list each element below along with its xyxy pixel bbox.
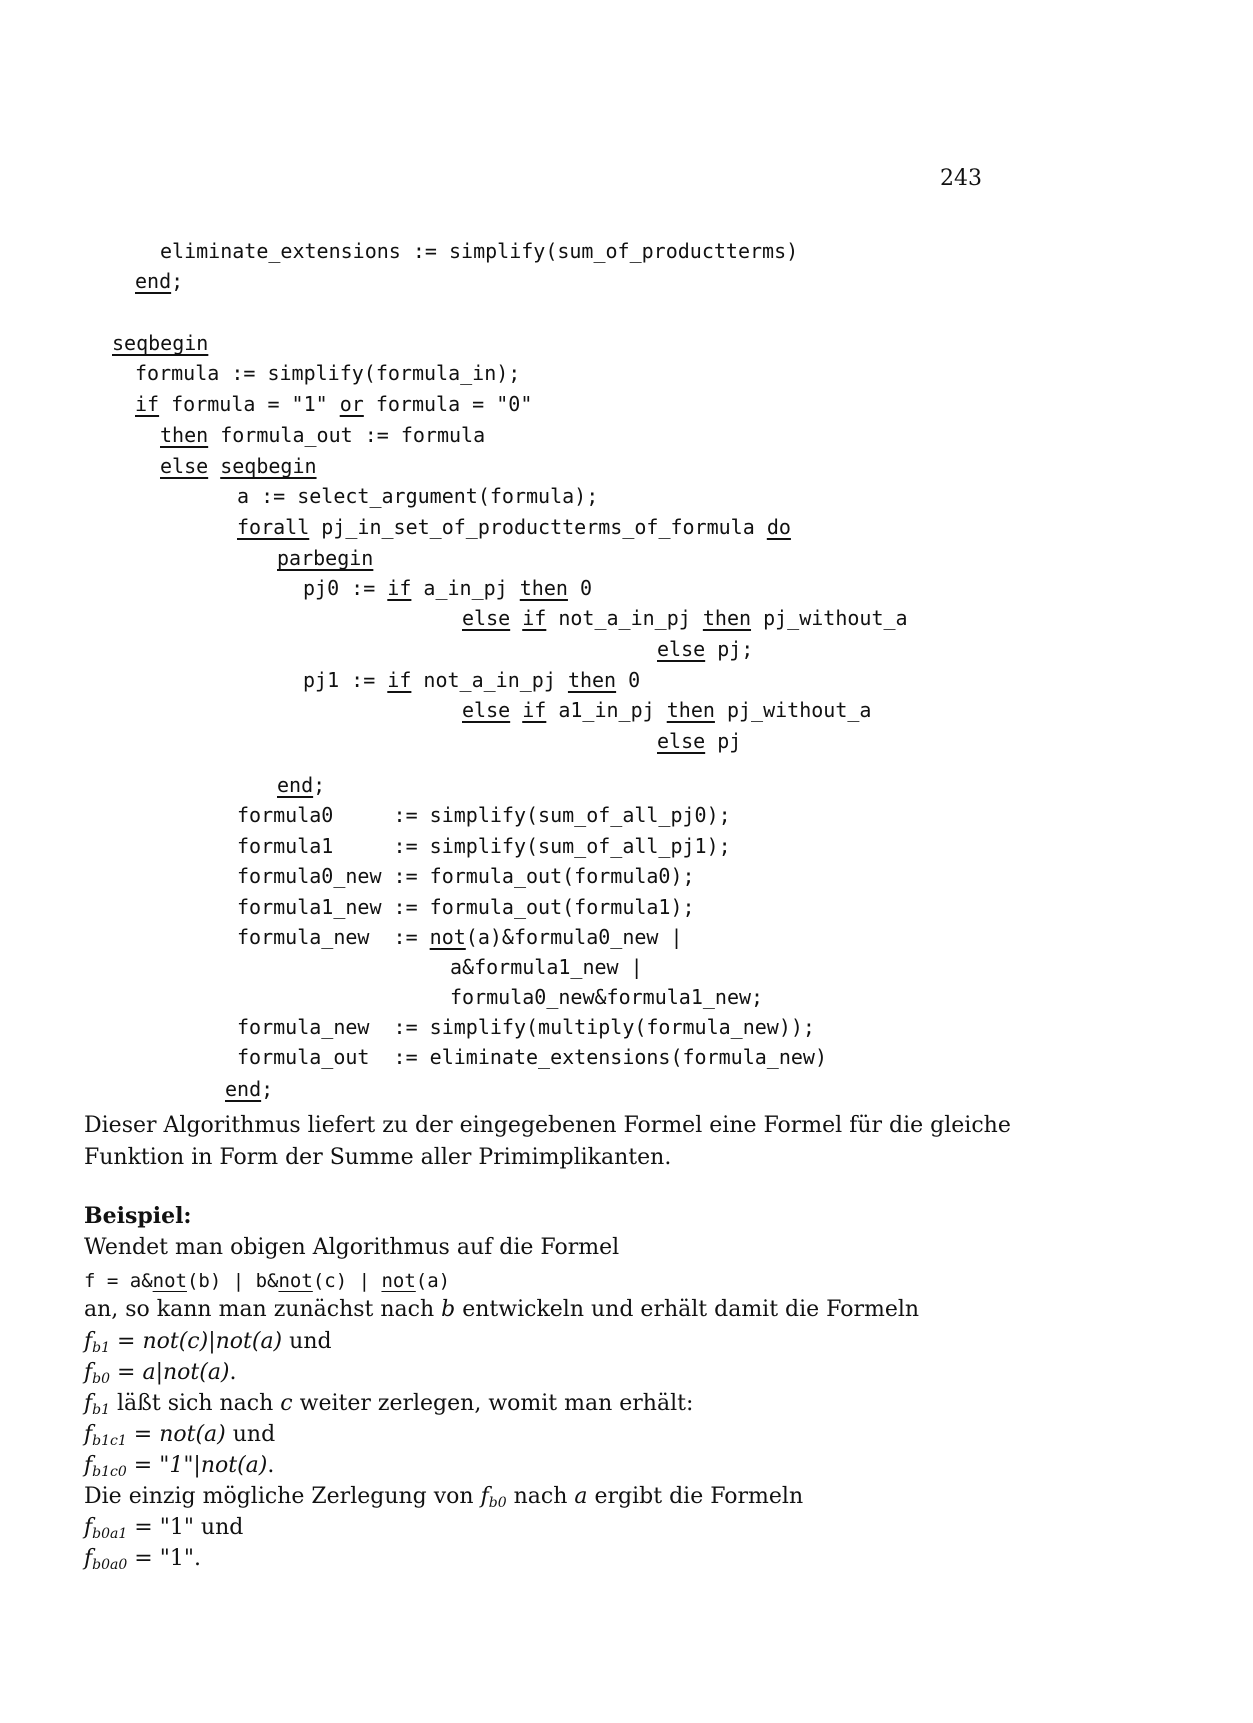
text-run: . bbox=[229, 1360, 237, 1385]
code-text: pj bbox=[705, 729, 742, 753]
code-text: formula = "0" bbox=[363, 392, 533, 416]
keyword-else: else bbox=[657, 729, 706, 753]
math-var: f bbox=[84, 1391, 93, 1416]
math-subscript: b0 bbox=[92, 1371, 111, 1387]
math-var: f bbox=[84, 1360, 93, 1385]
code-line: formula_out := eliminate_extensions(formula_new) bbox=[237, 1045, 828, 1069]
code-text: not_a_in_pj bbox=[411, 668, 568, 692]
code-listing bbox=[0, 0, 908, 1101]
code-line: eliminate_extensions := simplify(sum_of_productterms) bbox=[160, 239, 799, 263]
keyword-forall: forall bbox=[237, 515, 310, 539]
code-line bbox=[303, 573, 592, 603]
equation-line bbox=[84, 1543, 201, 1581]
math-var: a bbox=[574, 1484, 588, 1509]
text-run: Die einzig mögliche Zerlegung von bbox=[84, 1484, 481, 1509]
text-run: und bbox=[193, 1515, 244, 1540]
keyword-seqbegin: seqbegin bbox=[112, 331, 209, 355]
math-expr: = "1"|not(a) bbox=[126, 1453, 268, 1478]
keyword-then: then bbox=[160, 423, 209, 447]
keyword-or: or bbox=[339, 392, 364, 416]
code-line: formula0_new&formula1_new; bbox=[450, 985, 764, 1009]
math-var: f bbox=[84, 1515, 93, 1540]
code-text: ; bbox=[313, 773, 326, 797]
keyword-then: then bbox=[702, 606, 752, 630]
math-subscript: b1c1 bbox=[92, 1433, 127, 1449]
code-text: 0 bbox=[567, 576, 593, 600]
keyword-if: if bbox=[387, 668, 412, 692]
keyword-then: then bbox=[666, 698, 715, 722]
math-var: f bbox=[84, 1546, 93, 1571]
math-var: f bbox=[84, 1422, 93, 1447]
math-var: f bbox=[480, 1484, 489, 1509]
math-var: f bbox=[84, 1453, 93, 1478]
keyword-else: else bbox=[462, 698, 511, 722]
code-line bbox=[160, 451, 317, 481]
text-run: ergibt die Formeln bbox=[587, 1484, 804, 1509]
code-text: pj_in_set_of_productterms_of_formula bbox=[309, 515, 767, 539]
text-run: . bbox=[267, 1453, 275, 1478]
code-text: pj1 := bbox=[303, 668, 388, 692]
keyword-seqbegin: seqbegin bbox=[220, 454, 317, 478]
code-line: formula1_new := formula_out(formula1); bbox=[237, 895, 695, 919]
keyword-then: then bbox=[519, 576, 568, 600]
keyword-not: not bbox=[381, 1270, 416, 1292]
paragraph-line bbox=[84, 1294, 919, 1326]
formula-text: (a) bbox=[415, 1270, 451, 1292]
keyword-not: not bbox=[278, 1270, 313, 1292]
code-line bbox=[462, 695, 871, 725]
math-subscript: b1c0 bbox=[92, 1464, 127, 1480]
code-text: pj_without_a bbox=[751, 606, 908, 630]
math-subscript: b0 bbox=[488, 1495, 507, 1511]
keyword-if: if bbox=[522, 606, 547, 630]
code-line: formula_new := simplify(multiply(formula_new)); bbox=[237, 1015, 815, 1039]
paragraph-line: Funktion in Form der Summe aller Primimplikanten. bbox=[84, 1145, 672, 1170]
code-line: formula0_new := formula_out(formula0); bbox=[237, 864, 695, 888]
code-line bbox=[237, 922, 683, 952]
keyword-else: else bbox=[462, 606, 511, 630]
keyword-if: if bbox=[387, 576, 412, 600]
math-expr: = not(c)|not(a) bbox=[110, 1329, 283, 1354]
code-line bbox=[112, 328, 208, 358]
keyword-end: end bbox=[277, 773, 314, 797]
formula-text: (c) | bbox=[312, 1270, 382, 1292]
code-text: ; bbox=[171, 269, 184, 293]
code-line bbox=[225, 1074, 273, 1104]
keyword-not: not bbox=[152, 1270, 187, 1292]
code-text: pj0 := bbox=[303, 576, 388, 600]
formula-text: (b) | b& bbox=[186, 1270, 279, 1292]
code-line bbox=[303, 665, 640, 695]
math-expr: = not(a) bbox=[126, 1422, 226, 1447]
math-subscript: b1 bbox=[92, 1340, 111, 1356]
keyword-if: if bbox=[135, 392, 160, 416]
code-line bbox=[160, 420, 485, 450]
text-run: und bbox=[282, 1329, 332, 1354]
code-text: not_a_in_pj bbox=[546, 606, 703, 630]
keyword-then: then bbox=[567, 668, 617, 692]
formula-text: f = a& bbox=[84, 1270, 153, 1292]
math-expr: = "1" bbox=[127, 1546, 194, 1571]
text-run: weiter zerlegen, womit man erhält: bbox=[292, 1391, 694, 1416]
keyword-not: not bbox=[429, 925, 466, 949]
code-text: (a)&formula0_new | bbox=[465, 925, 683, 949]
code-line: formula1 := simplify(sum_of_all_pj1); bbox=[237, 834, 731, 858]
code-line bbox=[462, 603, 908, 633]
math-var: c bbox=[280, 1391, 293, 1416]
code-text: pj; bbox=[705, 637, 754, 661]
code-line bbox=[277, 543, 373, 573]
code-line: formula := simplify(formula_in); bbox=[135, 361, 521, 385]
keyword-parbegin: parbegin bbox=[277, 546, 374, 570]
keyword-if: if bbox=[522, 698, 547, 722]
code-line bbox=[237, 512, 791, 542]
math-expr: = a|not(a) bbox=[110, 1360, 230, 1385]
code-line bbox=[277, 770, 325, 800]
code-line bbox=[135, 389, 532, 419]
code-text: a1_in_pj bbox=[546, 698, 667, 722]
code-line: a := select_argument(formula); bbox=[237, 484, 599, 508]
code-text: formula_new := bbox=[237, 925, 430, 949]
code-text: ; bbox=[261, 1077, 274, 1101]
paragraph-line: Wendet man obigen Algorithmus auf die Formel bbox=[84, 1235, 620, 1260]
code-line: formula0 := simplify(sum_of_all_pj0); bbox=[237, 803, 731, 827]
keyword-else: else bbox=[160, 454, 209, 478]
keyword-do: do bbox=[766, 515, 791, 539]
keyword-else: else bbox=[657, 637, 706, 661]
text-run: an, so kann man zunächst nach bbox=[84, 1297, 442, 1322]
math-var: b bbox=[441, 1297, 456, 1322]
keyword-end: end bbox=[225, 1077, 262, 1101]
code-text: 0 bbox=[616, 668, 641, 692]
math-var: f bbox=[84, 1329, 93, 1354]
text-run: läßt sich nach bbox=[110, 1391, 281, 1416]
text-run: und bbox=[225, 1422, 276, 1447]
code-line bbox=[657, 726, 741, 756]
code-line: a&formula1_new | bbox=[450, 955, 643, 979]
formula-line bbox=[84, 1265, 450, 1297]
code-text: a_in_pj bbox=[411, 576, 520, 600]
code-text: formula_out := formula bbox=[208, 423, 486, 447]
text-run: nach bbox=[506, 1484, 575, 1509]
math-subscript: b0a1 bbox=[92, 1526, 128, 1542]
code-text: pj_without_a bbox=[714, 698, 872, 722]
code-line bbox=[657, 634, 753, 664]
math-subscript: b1 bbox=[92, 1402, 111, 1418]
text-run: entwickeln und erhält damit die Formeln bbox=[455, 1297, 920, 1322]
paragraph-line: Dieser Algorithmus liefert zu der eingegebenen Formel eine Formel für die gleiche bbox=[84, 1113, 1011, 1138]
math-expr: = "1" bbox=[127, 1515, 194, 1540]
keyword-end: end bbox=[135, 269, 172, 293]
math-subscript: b0a0 bbox=[92, 1557, 128, 1573]
text-run: . bbox=[193, 1546, 201, 1571]
section-heading: Beispiel: bbox=[84, 1203, 192, 1229]
page-number: 243 bbox=[940, 166, 982, 191]
code-text: formula = "1" bbox=[159, 392, 340, 416]
code-line bbox=[135, 266, 183, 296]
